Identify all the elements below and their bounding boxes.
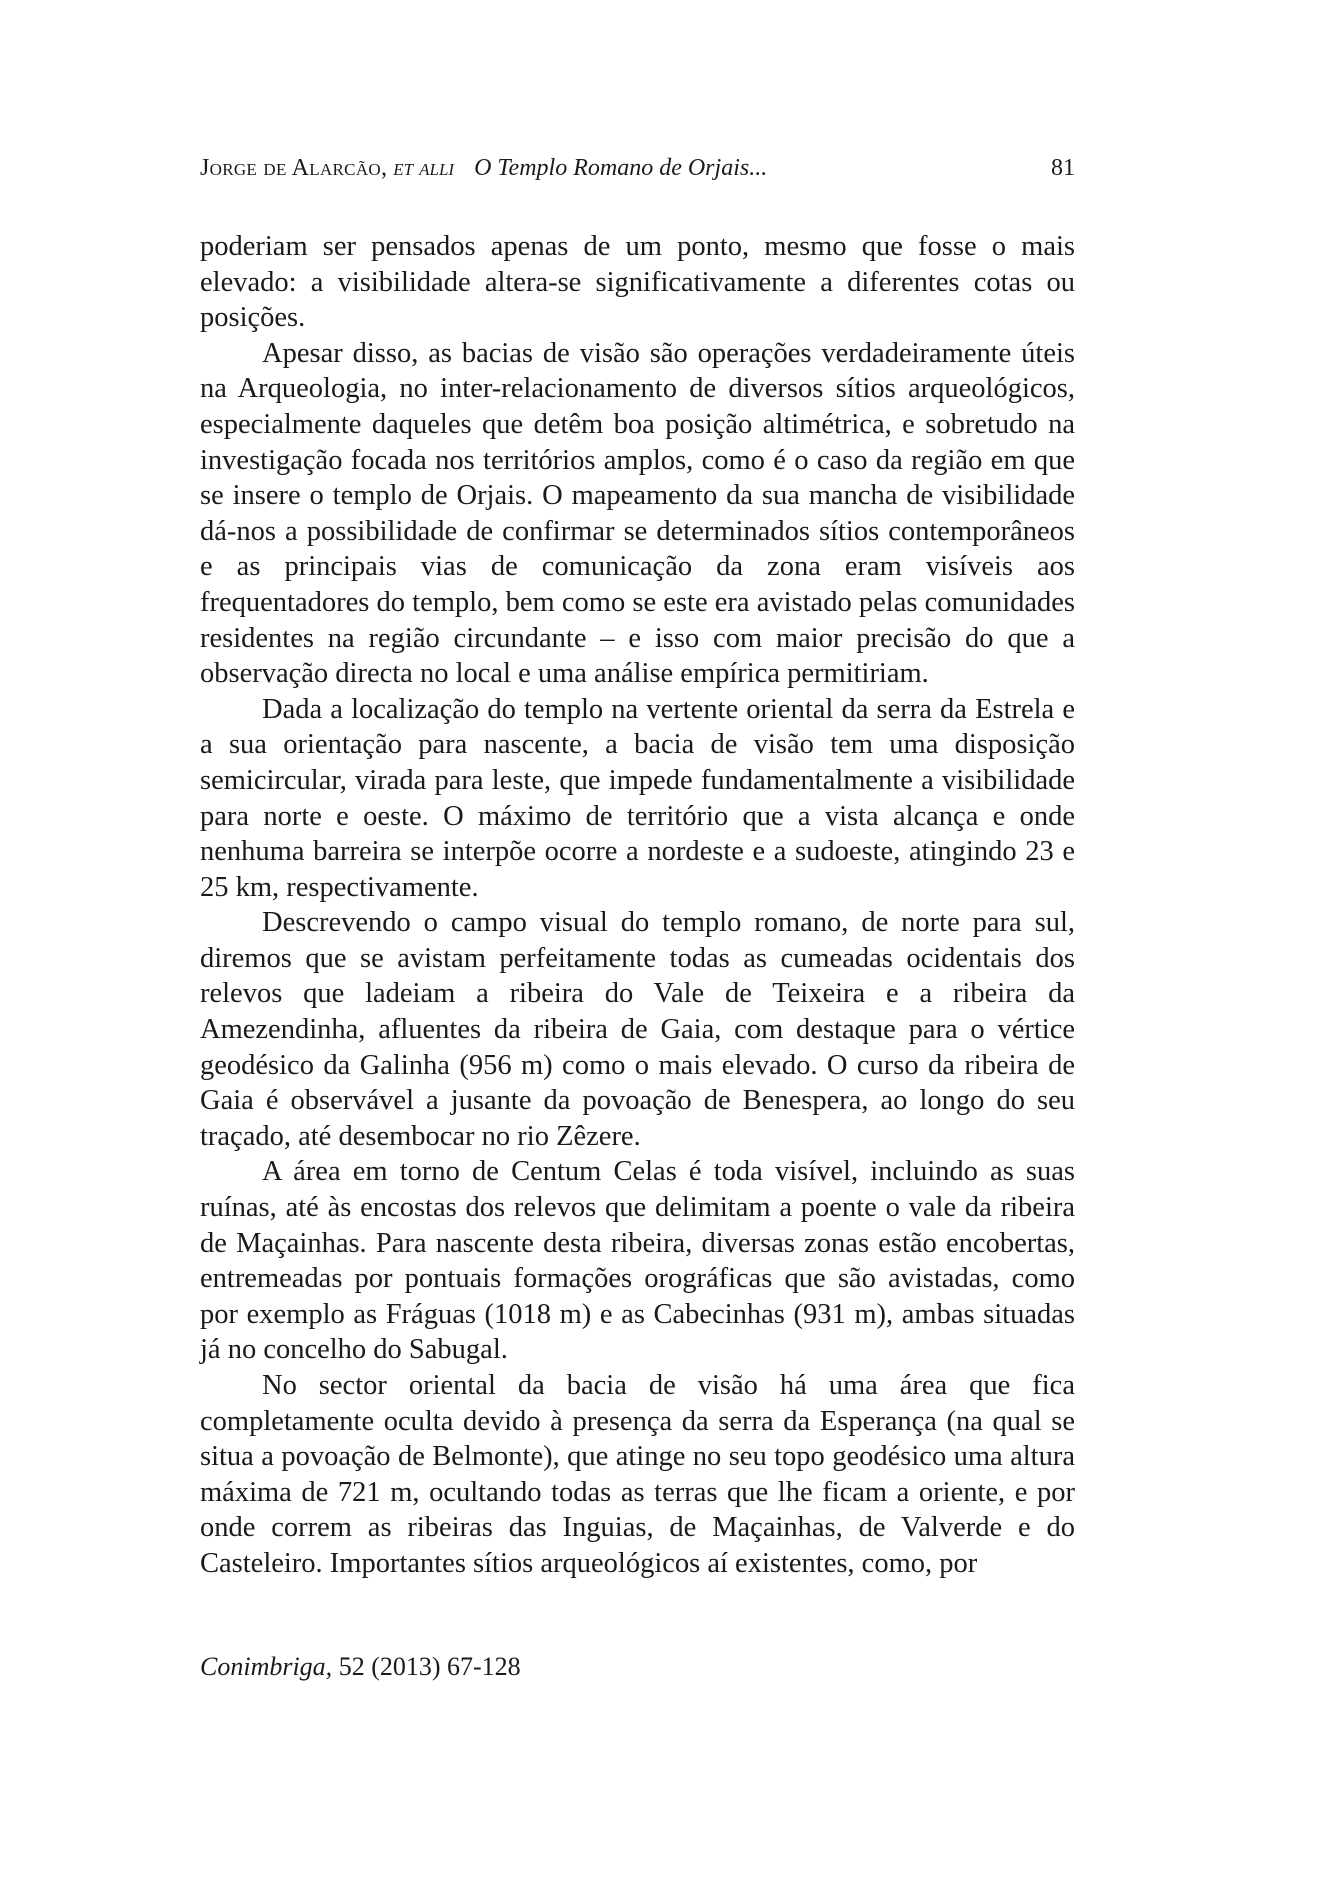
running-head <box>200 150 1075 186</box>
page-number: 81 <box>1051 155 1075 181</box>
paragraph-continuation: poderiam ser pensados apenas de um ponto, mesmo que fosse o mais elevado: a visibilidade altera-se significativamente a diferentes cotas ou posições. <box>200 231 1075 334</box>
paragraph: Apesar disso, as bacias de visão são operações verdadeiramente úteis na Arqueologia, no inter-relacionamento de diversos sítios arqueológicos, especialmente daqueles que detêm boa posição altimétrica, e sobretudo na investigação focada nos territórios amplos, como é o caso da região em que se insere o templo de Orjais. O mapeamento da sua mancha de visibilidade dá-nos a possibilidade de confirmar se determinados sítios contemporâneos e as principais vias de comunicação da zona eram visíveis aos frequentadores do templo, bem como se este era avistado pelas comunidades residentes na região circundante – e isso com maior precisão do que a observação directa no local e uma análise empírica permitiriam. <box>200 337 1075 690</box>
body-text <box>200 229 1075 1582</box>
footer-citation: 52 (2013) 67-128 <box>338 1652 521 1681</box>
running-head-authors: Jorge de Alarcão, <box>200 155 388 181</box>
paragraph: A área em torno de Centum Celas é toda visível, incluindo as suas ruínas, até às encostas dos relevos que delimitam a poente o vale da ribeira de Maçainhas. Para nascente desta ribeira, diversas zonas estão encobertas, entremeadas por pontuais formações orográficas que são avistadas, como por exemplo as Fráguas (1018 m) e as Cabecinhas (931 m), ambas situadas já no concelho do Sabugal. <box>200 1156 1075 1366</box>
paragraph: No sector oriental da bacia de visão há uma área que fica completamente oculta devido à presença da serra da Esperança (na qual se situa a povoação de Belmonte), que atinge no seu topo geodésico uma altura máxima de 721 m, ocultando todas as terras que lhe ficam a oriente, e por onde correm as ribeiras das Inguias, de Maçainhas, de Valverde e do Casteleiro. Importantes sítios arqueológicos aí existentes, como, por <box>200 1370 1075 1579</box>
paragraph: Dada a localização do templo na vertente oriental da serra da Estrela e a sua orientação para nascente, a bacia de visão tem uma disposição semicircular, virada para leste, que impede fundamentalmente a visibilidade para norte e oeste. O máximo de território que a vista alcança e onde nenhuma barreira se interpõe ocorre a nordeste e a sudoeste, atingindo 23 e 25 km, respectivamente. <box>200 693 1075 903</box>
footer-journal: Conimbriga, <box>200 1652 333 1681</box>
paragraph: Descrevendo o campo visual do templo romano, de norte para sul, diremos que se avistam perfeitamente todas as cumeadas ocidentais dos relevos que ladeiam a ribeira do Vale de Teixeira e a ribeira da Amezendinha, afluentes da ribeira de Gaia, com destaque para o vértice geodésico da Galinha (956 m) como o mais elevado. O curso da ribeira de Gaia é observável a jusante da povoação de Benespera, ao longo do seu traçado, até desembocar no rio Zêzere. <box>200 907 1075 1152</box>
running-head-title: O Templo Romano de Orjais... <box>474 155 768 181</box>
page-footer <box>200 1649 521 1685</box>
running-head-et-al: et alli <box>393 155 455 181</box>
